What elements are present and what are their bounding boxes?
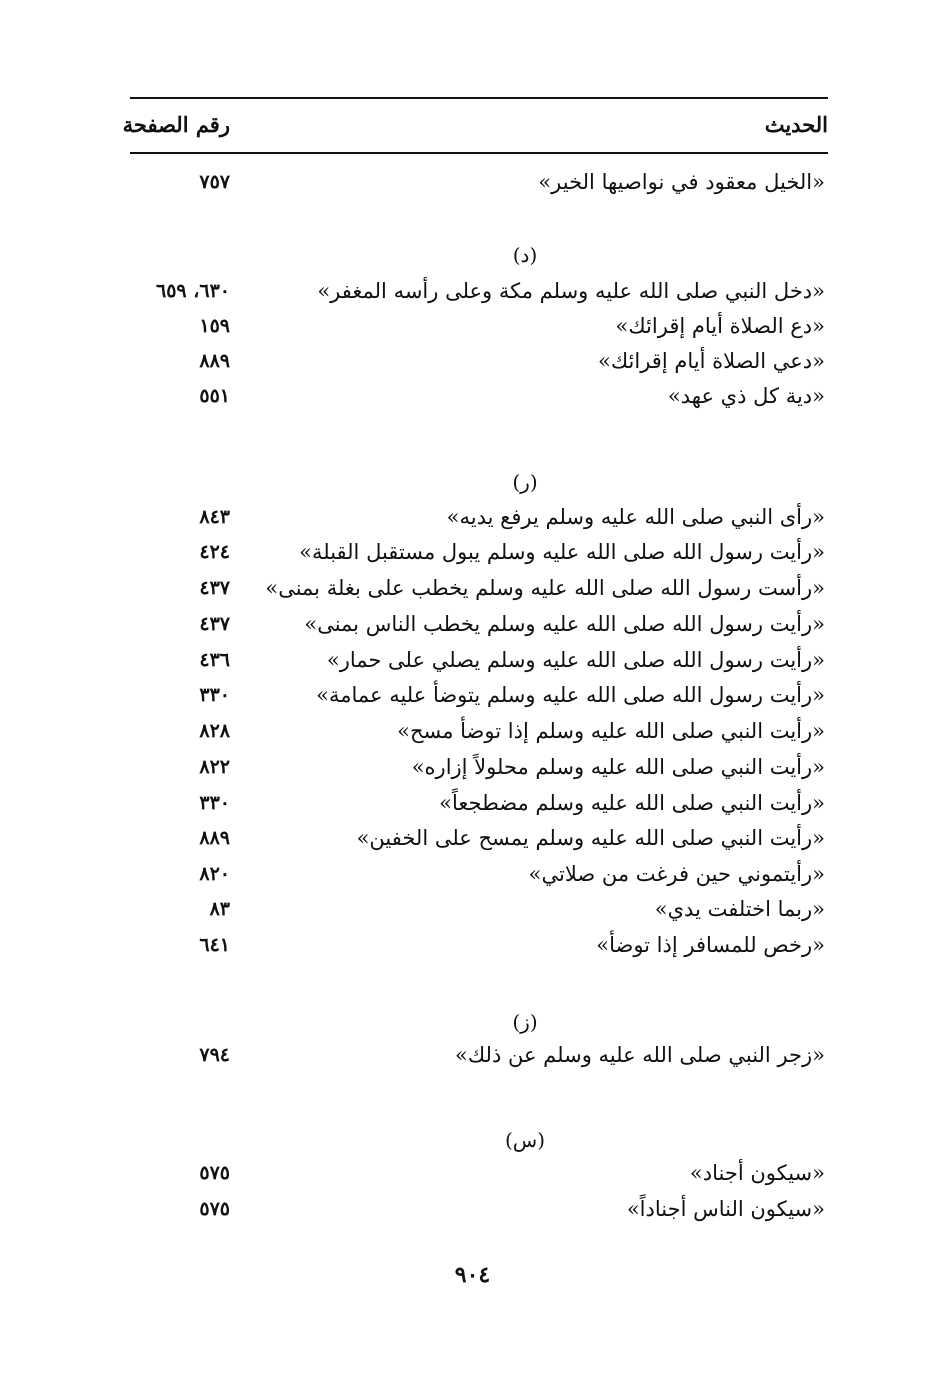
page-ref: ٥٧٥ [199,1198,230,1220]
page-number: ٩٠٤ [454,1262,491,1288]
hadith-text: «رأيتموني حين فرغت من صلاتي» [528,862,825,886]
page-ref: ٥٥١ [199,385,230,407]
hadith-text: «رأيت النبي صلى الله عليه وسلم محلولاً إزاره» [411,755,825,779]
page-column-header: رقم الصفحة [122,112,230,137]
hadith-text: «الخيل معقود في نواصيها الخير» [538,170,825,194]
hadith-text: «رأيت النبي صلى الله عليه وسلم إذا توضأ مسح» [397,719,825,743]
header-rule [130,152,828,154]
page-ref: ٨٢٨ [199,720,230,742]
list-item [0,346,945,380]
page-ref: ٨٤٣ [199,506,230,528]
list-item [0,311,945,345]
list-item [0,680,945,714]
list-item [0,276,945,310]
page-ref: ٨٣ [209,898,230,920]
hadith-text: «ربما اختلفت يدي» [654,897,825,921]
hadith-text: «رأيت رسول الله صلى الله عليه وسلم يبول مستقبل القبلة» [299,540,825,564]
hadith-text: «دعي الصلاة أيام إقرائك» [597,349,825,373]
page-ref: ٤٣٦ [199,649,230,671]
list-item [0,930,945,964]
list-item [0,645,945,679]
hadith-text: «رخص للمسافر إذا توضأ» [596,933,825,957]
page-ref: ٤٢٤ [199,541,230,563]
list-item [0,788,945,822]
hadith-text: «سيكون أجناد» [689,1161,825,1185]
list-item [0,502,945,536]
section-letter-sin: (س) [504,1128,546,1152]
page-ref: ٤٣٧ [199,577,230,599]
list-item [0,752,945,786]
section-letter-zay: (ز) [512,1010,538,1034]
hadith-text: «رأيت رسول الله صلى الله عليه وسلم يخطب الناس بمنى» [304,612,825,636]
list-item [0,859,945,893]
list-item [0,823,945,857]
hadith-text: «رأيت رسول الله صلى الله عليه وسلم يتوضأ عليه عمامة» [316,683,825,707]
hadith-text: «زجر النبي صلى الله عليه وسلم عن ذلك» [455,1043,825,1067]
list-item [0,1194,945,1228]
hadith-text: «رأيت رسول الله صلى الله عليه وسلم يصلي على حمار» [326,648,825,672]
top-rule [130,97,828,99]
page-ref: ٧٥٧ [199,171,230,193]
list-item [0,894,945,928]
list-item [0,1158,945,1192]
list-item [0,716,945,750]
page-ref: ٤٣٧ [199,613,230,635]
page-ref: ٨٨٩ [199,350,230,372]
hadith-text: «دية كل ذي عهد» [667,384,825,408]
page-ref: ٦٣٠، ٦٥٩ [156,280,230,302]
list-item [0,167,945,201]
page-ref: ٨٢٢ [199,756,230,778]
page-ref: ٦٤١ [199,934,230,956]
hadith-text: «رأيت النبي صلى الله عليه وسلم مضطجعاً» [439,791,825,815]
page-ref: ٨٢٠ [199,863,230,885]
section-letter-ra: (ر) [512,470,538,494]
section-letter-dal: (د) [512,243,538,267]
list-item [0,1040,945,1074]
list-item [0,381,945,415]
page-ref: ٨٨٩ [199,827,230,849]
list-item [0,609,945,643]
page-ref: ٧٩٤ [199,1044,230,1066]
hadith-text: «دخل النبي صلى الله عليه وسلم مكة وعلى رأسه المغفر» [317,279,825,303]
page-ref: ٣٣٠ [199,792,230,814]
list-item [0,537,945,571]
hadith-column-header: الحديث [764,112,828,137]
page-ref: ٥٧٥ [199,1162,230,1184]
hadith-text: «رأى النبي صلى الله عليه وسلم يرفع يديه» [446,505,825,529]
hadith-text: «دع الصلاة أيام إقرائك» [615,314,825,338]
hadith-text: «سيكون الناس أجناداً» [626,1197,825,1221]
page-ref: ١٥٩ [199,315,230,337]
page-ref: ٣٣٠ [199,684,230,706]
hadith-text: «رأست رسول الله صلى الله عليه وسلم يخطب على بغلة بمنى» [265,576,825,600]
list-item [0,573,945,607]
hadith-text: «رأيت النبي صلى الله عليه وسلم يمسح على الخفين» [356,826,825,850]
